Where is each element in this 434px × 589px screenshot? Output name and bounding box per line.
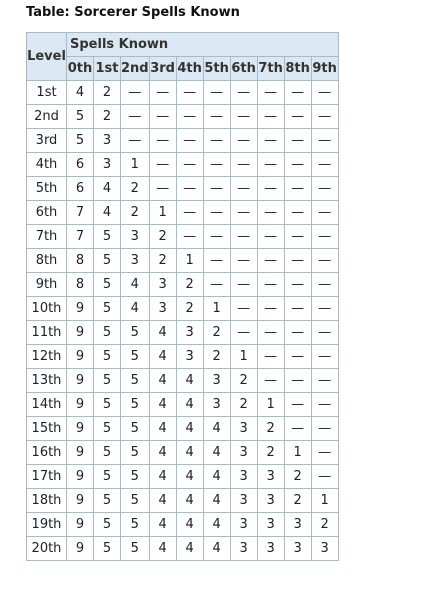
spells-cell: 9 [67,489,94,513]
spells-cell: — [203,177,230,201]
spells-cell: 3 [230,489,257,513]
spells-cell: 9 [67,369,94,393]
table-row [27,201,339,225]
spells-cell: — [257,81,284,105]
spells-cell: — [257,105,284,129]
spells-cell: 5 [121,417,150,441]
spells-cell: — [311,369,338,393]
spells-cell: — [230,249,257,273]
spells-cell: 5 [94,513,121,537]
spells-cell: — [149,153,176,177]
spells-cell: — [230,225,257,249]
table-row [27,273,339,297]
spells-cell: 4 [176,441,203,465]
table-row [27,393,339,417]
spells-cell: 5 [121,393,150,417]
spells-cell: 4 [94,177,121,201]
spells-cell: 5 [121,441,150,465]
spells-cell: 3 [311,537,338,561]
table-body [27,81,339,561]
spells-cell: 3 [176,321,203,345]
spells-cell: — [284,321,311,345]
spells-cell: — [257,153,284,177]
spells-cell: — [311,417,338,441]
level-cell: 1st [27,81,67,105]
spells-cell: — [149,129,176,153]
spells-cell: — [121,81,150,105]
spells-cell: 3 [257,513,284,537]
spells-cell: — [203,225,230,249]
spells-cell: 3 [203,393,230,417]
table-row [27,129,339,153]
column-header-1st: 1st [94,57,121,81]
spells-cell: — [203,273,230,297]
spells-cell: 2 [94,81,121,105]
spells-cell: 2 [176,297,203,321]
spells-cell: 4 [176,417,203,441]
spells-cell: — [121,129,150,153]
spells-cell: 5 [121,489,150,513]
spells-cell: 3 [230,513,257,537]
table-row [27,489,339,513]
spells-cell: 4 [121,273,150,297]
spells-cell: — [284,417,311,441]
table-header [27,33,339,81]
spells-cell: — [257,297,284,321]
spells-cell: 3 [284,537,311,561]
spells-cell: 4 [176,537,203,561]
spells-cell: 3 [94,153,121,177]
spells-cell: 5 [94,321,121,345]
level-cell: 18th [27,489,67,513]
level-cell: 17th [27,465,67,489]
spells-cell: 4 [149,465,176,489]
header-row-columns [27,57,339,81]
spells-cell: — [311,273,338,297]
spells-cell: 5 [121,465,150,489]
spells-cell: — [203,201,230,225]
spells-cell: 3 [176,345,203,369]
spells-cell: 4 [176,369,203,393]
level-cell: 2nd [27,105,67,129]
spells-cell: — [311,81,338,105]
spells-cell: 2 [311,513,338,537]
spells-cell: — [230,273,257,297]
column-header-4th: 4th [176,57,203,81]
spells-cell: — [284,249,311,273]
spells-cell: — [176,177,203,201]
spells-cell: 4 [121,297,150,321]
spells-cell: 5 [94,417,121,441]
spells-cell: — [284,105,311,129]
spells-cell: — [311,225,338,249]
spells-cell: 3 [257,537,284,561]
spells-cell: 5 [94,537,121,561]
column-header-2nd: 2nd [121,57,150,81]
spells-cell: 4 [149,489,176,513]
spells-cell: — [230,297,257,321]
column-header-8th: 8th [284,57,311,81]
spells-cell: 4 [203,537,230,561]
spells-cell: 2 [203,321,230,345]
spells-cell: — [284,345,311,369]
spells-cell: — [230,105,257,129]
level-cell: 13th [27,369,67,393]
spells-cell: 3 [230,417,257,441]
spells-cell: — [257,129,284,153]
spells-cell: — [257,369,284,393]
spells-cell: — [230,177,257,201]
spells-cell: 4 [203,465,230,489]
spells-cell: 3 [149,297,176,321]
spells-cell: 2 [121,201,150,225]
spells-known-header: Spells Known [67,33,339,57]
level-cell: 6th [27,201,67,225]
spells-cell: 9 [67,441,94,465]
spells-cell: 4 [149,321,176,345]
spells-cell: 2 [94,105,121,129]
spells-cell: 4 [203,441,230,465]
spells-cell: 5 [94,441,121,465]
spells-cell: 9 [67,393,94,417]
column-header-3rd: 3rd [149,57,176,81]
table-row [27,513,339,537]
table-row [27,465,339,489]
table-row [27,249,339,273]
spells-cell: — [284,273,311,297]
spells-cell: 8 [67,249,94,273]
spells-cell: 7 [67,201,94,225]
spells-cell: 8 [67,273,94,297]
spells-cell: 5 [94,249,121,273]
spells-cell: — [257,177,284,201]
column-header-7th: 7th [257,57,284,81]
spells-cell: — [176,225,203,249]
spells-cell: — [311,201,338,225]
spells-cell: 3 [121,225,150,249]
level-cell: 8th [27,249,67,273]
column-header-0th: 0th [67,57,94,81]
level-cell: 10th [27,297,67,321]
table-row [27,369,339,393]
spells-cell: 4 [149,537,176,561]
spells-cell: 6 [67,153,94,177]
spells-cell: 5 [121,345,150,369]
spells-cell: 1 [176,249,203,273]
level-cell: 7th [27,225,67,249]
spells-cell: 9 [67,345,94,369]
spells-cell: — [311,297,338,321]
spells-cell: 4 [203,489,230,513]
spells-cell: — [284,297,311,321]
spells-cell: — [230,153,257,177]
spells-cell: — [257,273,284,297]
spells-cell: 4 [149,417,176,441]
spells-cell: 9 [67,297,94,321]
spells-cell: 1 [257,393,284,417]
spells-cell: 4 [149,345,176,369]
spells-cell: 5 [94,345,121,369]
spells-cell: — [203,105,230,129]
spells-cell: — [311,393,338,417]
spells-cell: — [257,321,284,345]
table-caption: Table: Sorcerer Spells Known [26,5,240,20]
spells-cell: 4 [176,489,203,513]
spells-cell: 4 [176,393,203,417]
column-header-9th: 9th [311,57,338,81]
spells-cell: — [284,81,311,105]
spells-cell: 2 [230,369,257,393]
spells-cell: 3 [284,513,311,537]
spells-cell: 5 [67,129,94,153]
spells-cell: 7 [67,225,94,249]
spells-cell: 4 [94,201,121,225]
level-cell: 3rd [27,129,67,153]
level-cell: 12th [27,345,67,369]
spells-cell: — [176,201,203,225]
spells-cell: 5 [121,369,150,393]
spells-cell: 4 [176,513,203,537]
spells-cell: 2 [284,465,311,489]
spells-cell: — [230,201,257,225]
table-row [27,225,339,249]
spells-cell: 2 [176,273,203,297]
spells-cell: — [149,105,176,129]
spells-cell: 9 [67,465,94,489]
spells-cell: — [230,81,257,105]
spells-cell: 5 [94,273,121,297]
spells-cell: — [257,225,284,249]
spells-cell: 3 [230,465,257,489]
spells-cell: 3 [121,249,150,273]
spells-cell: 4 [203,417,230,441]
table-row [27,297,339,321]
spells-cell: 6 [67,177,94,201]
spells-cell: 9 [67,417,94,441]
spells-cell: 5 [67,105,94,129]
spells-cell: 4 [149,441,176,465]
spells-cell: 1 [121,153,150,177]
spells-cell: — [311,441,338,465]
spells-cell: — [284,225,311,249]
spells-cell: 3 [94,129,121,153]
table-row [27,345,339,369]
spells-cell: — [176,129,203,153]
spells-cell: — [311,153,338,177]
level-cell: 5th [27,177,67,201]
level-cell: 4th [27,153,67,177]
spells-cell: — [284,201,311,225]
spells-cell: 9 [67,321,94,345]
spells-cell: 4 [149,393,176,417]
spells-cell: 2 [203,345,230,369]
spells-cell: 3 [257,465,284,489]
spells-cell: — [284,153,311,177]
spells-cell: — [203,153,230,177]
spells-known-table [26,32,339,561]
spells-cell: 4 [67,81,94,105]
spells-cell: — [176,81,203,105]
spells-cell: — [284,129,311,153]
spells-cell: 1 [203,297,230,321]
spells-cell: — [284,369,311,393]
spells-cell: — [203,249,230,273]
level-header: Level [27,33,67,81]
table-row [27,153,339,177]
spells-cell: — [284,393,311,417]
spells-cell: — [230,129,257,153]
spells-cell: 4 [176,465,203,489]
spells-cell: 3 [230,537,257,561]
spells-cell: — [203,129,230,153]
level-cell: 16th [27,441,67,465]
spells-cell: 5 [94,489,121,513]
spells-cell: 9 [67,513,94,537]
table-row [27,105,339,129]
spells-cell: 2 [257,441,284,465]
level-cell: 14th [27,393,67,417]
spells-cell: — [176,153,203,177]
spells-cell: — [284,177,311,201]
spells-cell: — [311,177,338,201]
spells-cell: 4 [149,369,176,393]
spells-cell: 2 [284,489,311,513]
spells-cell: — [311,249,338,273]
spells-cell: 3 [149,273,176,297]
spells-cell: 1 [230,345,257,369]
table-row [27,81,339,105]
spells-cell: 9 [67,537,94,561]
level-cell: 11th [27,321,67,345]
column-header-5th: 5th [203,57,230,81]
spells-cell: 5 [121,513,150,537]
spells-cell: 1 [149,201,176,225]
table-row [27,537,339,561]
spells-cell: 2 [149,225,176,249]
level-cell: 20th [27,537,67,561]
spells-cell: — [121,105,150,129]
spells-cell: 2 [230,393,257,417]
spells-cell: 1 [284,441,311,465]
spells-cell: 2 [149,249,176,273]
spells-cell: — [257,345,284,369]
level-cell: 15th [27,417,67,441]
spells-cell: 5 [121,537,150,561]
spells-cell: 1 [311,489,338,513]
spells-cell: — [311,345,338,369]
table-row [27,177,339,201]
spells-cell: 5 [94,225,121,249]
spells-cell: — [257,249,284,273]
spells-cell: 2 [121,177,150,201]
spells-cell: 5 [94,369,121,393]
level-cell: 19th [27,513,67,537]
spells-cell: — [230,321,257,345]
spells-cell: — [257,201,284,225]
spells-cell: 4 [203,513,230,537]
spells-cell: — [203,81,230,105]
spells-cell: 5 [94,393,121,417]
spells-cell: — [311,465,338,489]
spells-cell: — [176,105,203,129]
column-header-6th: 6th [230,57,257,81]
spells-cell: — [311,321,338,345]
spells-cell: 3 [257,489,284,513]
table-row [27,417,339,441]
spells-cell: — [149,81,176,105]
spells-cell: — [311,105,338,129]
level-cell: 9th [27,273,67,297]
spells-cell: 5 [94,297,121,321]
table-row [27,321,339,345]
header-row-top [27,33,339,57]
spells-cell: 2 [257,417,284,441]
spells-cell: 3 [230,441,257,465]
spells-cell: — [311,129,338,153]
spells-cell: 5 [121,321,150,345]
spells-cell: — [149,177,176,201]
spells-cell: 4 [149,513,176,537]
spells-cell: 5 [94,465,121,489]
table-row [27,441,339,465]
spells-cell: 3 [203,369,230,393]
